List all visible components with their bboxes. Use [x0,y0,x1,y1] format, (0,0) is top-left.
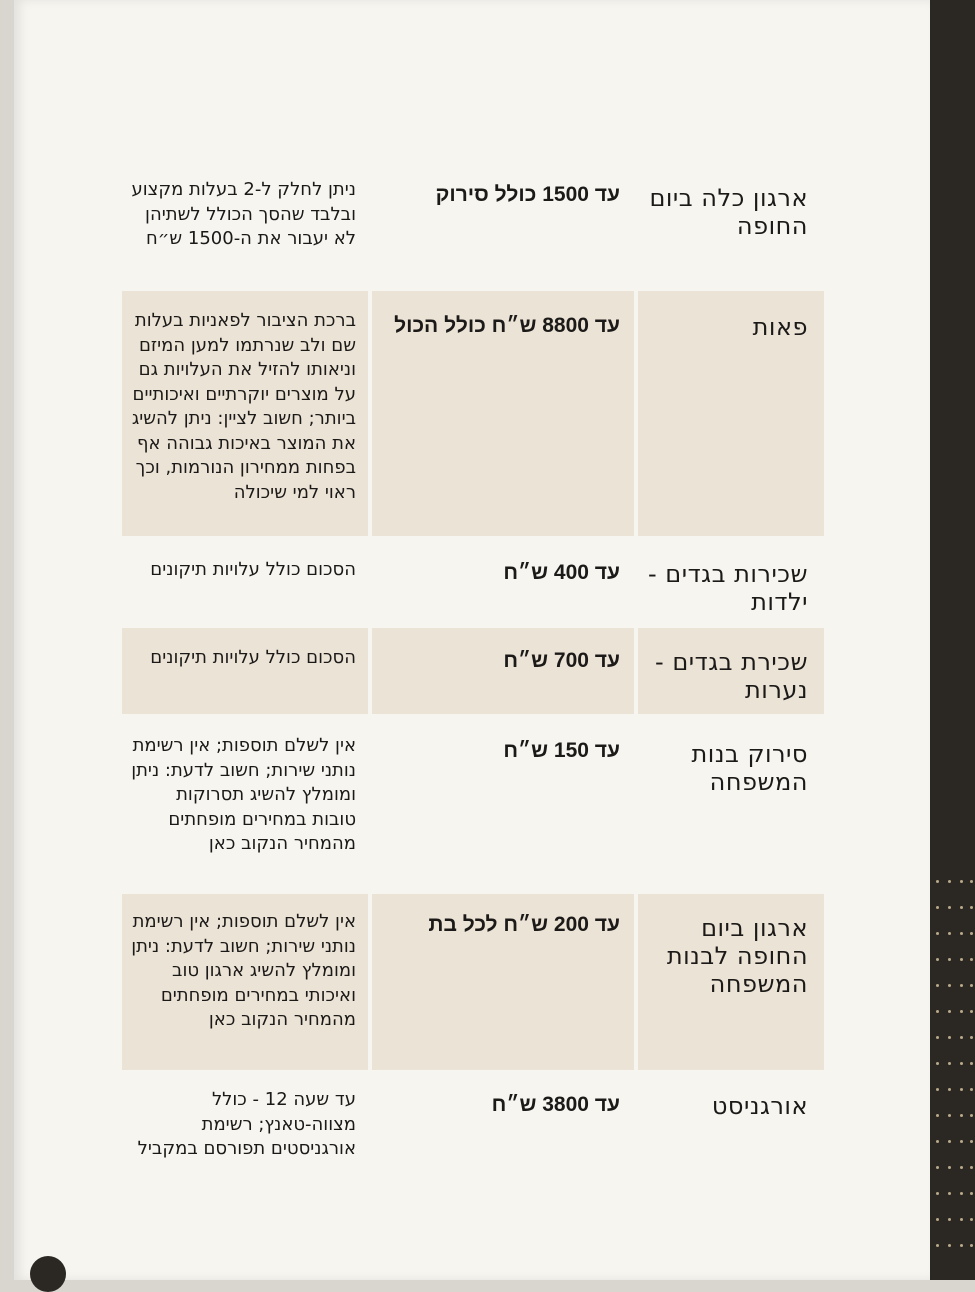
item-price: עד 200 ש״ח לכל בת [372,894,634,1070]
item-name: אורגניסט [711,1092,808,1120]
table-row [14,1074,930,1174]
spine-dot [970,1140,973,1143]
item-name: שכירת בגדים - נערות [638,628,824,714]
spine-dot [948,1166,951,1169]
spine-dot [960,1218,963,1221]
spine-dot [936,984,939,987]
spine-dot [936,880,939,883]
table-row [14,540,930,624]
spine-dot [948,1088,951,1091]
item-name: ארגון כלה ביום החופה [649,184,808,240]
document-page [14,0,930,1280]
spine-dot [948,906,951,909]
spine-dot [970,880,973,883]
item-name: פאות [638,291,824,536]
spine-dot [970,1088,973,1091]
item-note: ניתן לחלק ל-2 בעלות מקצוע ובלבד שהסך הכולל לשתיהן לא יעבור את ה-1500 ש״ח [131,179,356,249]
item-price: עד 1500 כולל סירוק [435,183,620,206]
item-price: עד 700 ש״ח [372,628,634,714]
spine-dot [970,1010,973,1013]
spine-dot [936,932,939,935]
spine-dot [948,932,951,935]
spine-dot [960,1062,963,1065]
spine-dot [960,1088,963,1091]
spine-dot [960,984,963,987]
spine-dot [948,1192,951,1195]
item-note: אין לשלם תוספות; אין רשימת נותני שירות; חשוב לדעת: ניתן ומומלץ להשיג תסרוקות טובות במחירים מופחתים מהמחיר הנקוב כאן [131,735,356,854]
spine-dot [936,1062,939,1065]
item-note: הסכום כולל עלויות תיקונים [150,559,356,580]
spine-dot [936,1010,939,1013]
item-name: ארגון ביום החופה לבנות המשפחה [638,894,824,1070]
spine-dot [936,1166,939,1169]
spine-dot [948,1218,951,1221]
item-note: עד שעה 12 - כולל מצווה-טאנץ; רשימת אורגניסטים תפורסם במקביל [137,1089,356,1159]
spine-dot [960,1192,963,1195]
item-name: סירוק בנות המשפחה [691,740,808,796]
item-price: עד 3800 ש״ח [491,1093,620,1116]
item-note: ברכת הציבור לפאניות בעלות שם ולב שנרתמו למען המיזם וניאותו להזיל את העלויות גם על מוצרים יוקרתיים ואיכותיים ביותר; חשוב לציין: ניתן להשיג את המוצר באיכות גבוהה אף בפחות ממחירון הנורמות, וכך ראוי למי שיכולה [122,291,368,536]
spine-dot [960,1036,963,1039]
spine-dot [936,1036,939,1039]
spine-dot [970,1192,973,1195]
spine-dot [936,958,939,961]
spine-dot [948,1244,951,1247]
spine-dot [970,1244,973,1247]
spine-dot [970,1036,973,1039]
spine-dot [936,1114,939,1117]
spine-dot [970,932,973,935]
spine-dot [948,984,951,987]
book-spine [930,0,975,1280]
spine-dot [960,958,963,961]
spine-dot [936,1192,939,1195]
spine-dot [960,880,963,883]
table-row [14,628,930,714]
item-note: אין לשלם תוספות; אין רשימת נותני שירות; חשוב לדעת: ניתן ומומלץ להשיג ארגון טוב ואיכותי במחירים מופחתים מהמחיר הנקוב כאן [122,894,368,1070]
spine-dot [948,1036,951,1039]
item-name: שכירות בגדים - ילדות [648,560,808,616]
spine-dot [948,958,951,961]
item-price: עד 8800 ש״ח כולל הכול [372,291,634,536]
item-price: עד 150 ש״ח [503,739,620,762]
spine-dot [936,906,939,909]
table-row [14,291,930,536]
spine-dot [936,1244,939,1247]
spine-dot [960,1244,963,1247]
spine-dot [970,1114,973,1117]
spine-dot [970,958,973,961]
spine-dot [970,984,973,987]
item-note: הסכום כולל עלויות תיקונים [122,628,368,714]
page-corner-mark [30,1256,66,1292]
spine-dot [970,906,973,909]
spine-dot [970,1166,973,1169]
spine-dot [960,1140,963,1143]
spine-dot [970,1062,973,1065]
table-row [14,894,930,1070]
spine-dot [960,906,963,909]
spine-dot [948,1140,951,1143]
spine-dot [936,1088,939,1091]
item-price: עד 400 ש״ח [503,561,620,584]
spine-dot [948,1062,951,1065]
spine-dot [960,1114,963,1117]
spine-dot [960,1010,963,1013]
spine-dot [970,1218,973,1221]
spine-dot [960,932,963,935]
spine-dot [948,880,951,883]
spine-dot [960,1166,963,1169]
spine-dot [936,1140,939,1143]
table-row [14,718,930,890]
table-row [14,178,930,288]
spine-dot [936,1218,939,1221]
spine-dot [948,1114,951,1117]
spine-dot [948,1010,951,1013]
